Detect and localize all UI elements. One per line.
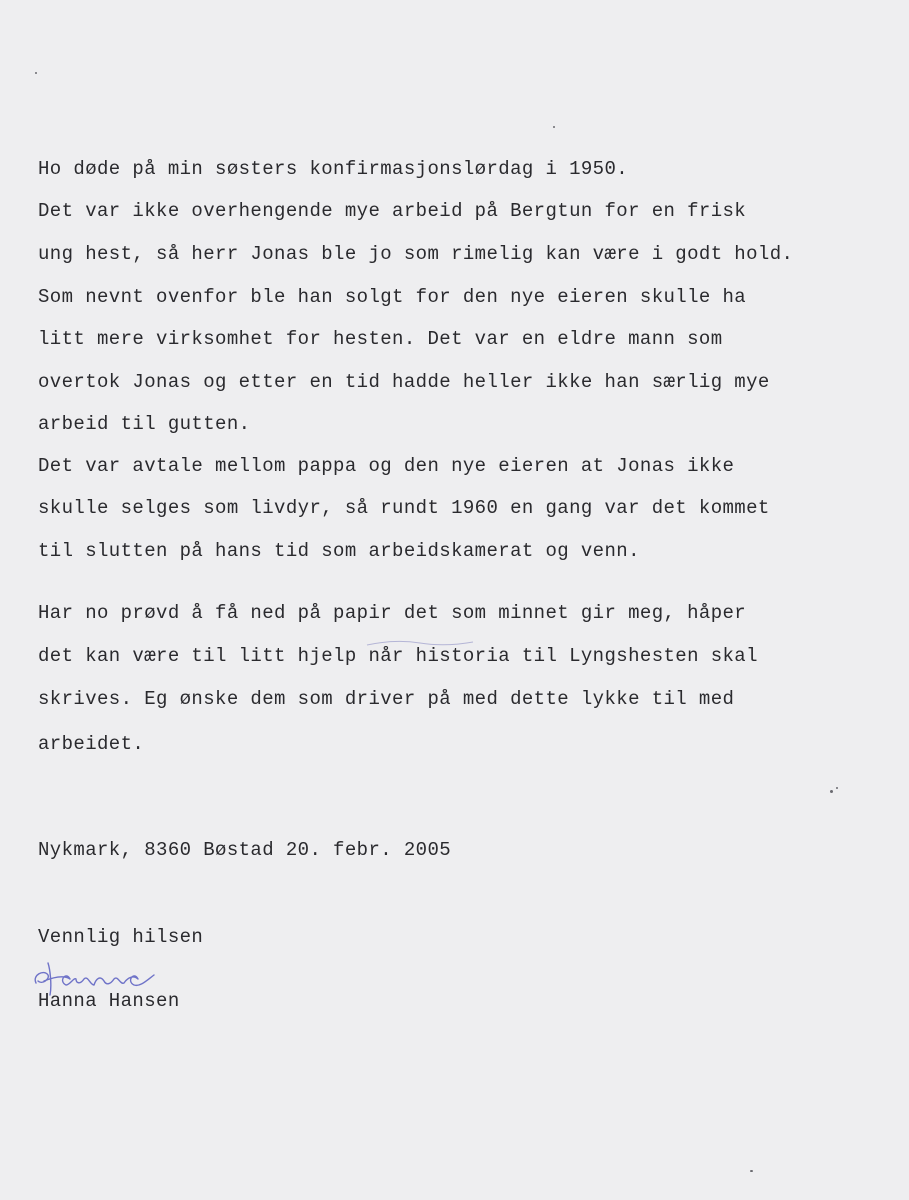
body-line: det kan være til litt hjelp når historia til Lyngshesten skal <box>38 645 758 667</box>
body-line: arbeid til gutten. <box>38 413 251 435</box>
pen-scribble <box>365 637 475 651</box>
body-line: Som nevnt ovenfor ble han solgt for den nye eieren skulle ha <box>38 286 747 308</box>
paper-speck <box>750 1170 753 1172</box>
body-line: Det var ikke overhengende mye arbeid på Bergtun for en frisk <box>38 200 747 222</box>
body-line: til slutten på hans tid som arbeidskamerat og venn. <box>38 540 640 562</box>
paper-speck <box>830 790 833 793</box>
place-date: Nykmark, 8360 Bøstad 20. febr. 2005 <box>38 839 452 861</box>
body-line: Har no prøvd å få ned på papir det som minnet gir meg, håper <box>38 602 747 624</box>
body-line: overtok Jonas og etter en tid hadde heller ikke han særlig mye <box>38 371 770 393</box>
signer-name: Hanna Hansen <box>38 990 180 1012</box>
body-line: litt mere virksomhet for hesten. Det var en eldre mann som <box>38 328 723 350</box>
closing: Vennlig hilsen <box>38 926 204 948</box>
body-line: Ho døde på min søsters konfirmasjonslørdag i 1950. <box>38 158 629 180</box>
body-line: ung hest, så herr Jonas ble jo som rimelig kan være i godt hold. <box>38 243 794 265</box>
paper-speck <box>836 787 838 789</box>
body-line: Det var avtale mellom pappa og den nye eieren at Jonas ikke <box>38 455 735 477</box>
body-line: skrives. Eg ønske dem som driver på med dette lykke til med <box>38 688 735 710</box>
body-line: skulle selges som livdyr, så rundt 1960 en gang var det kommet <box>38 497 770 519</box>
paper-speck <box>35 72 37 74</box>
body-line: arbeidet. <box>38 733 145 755</box>
paper-speck <box>553 126 555 128</box>
